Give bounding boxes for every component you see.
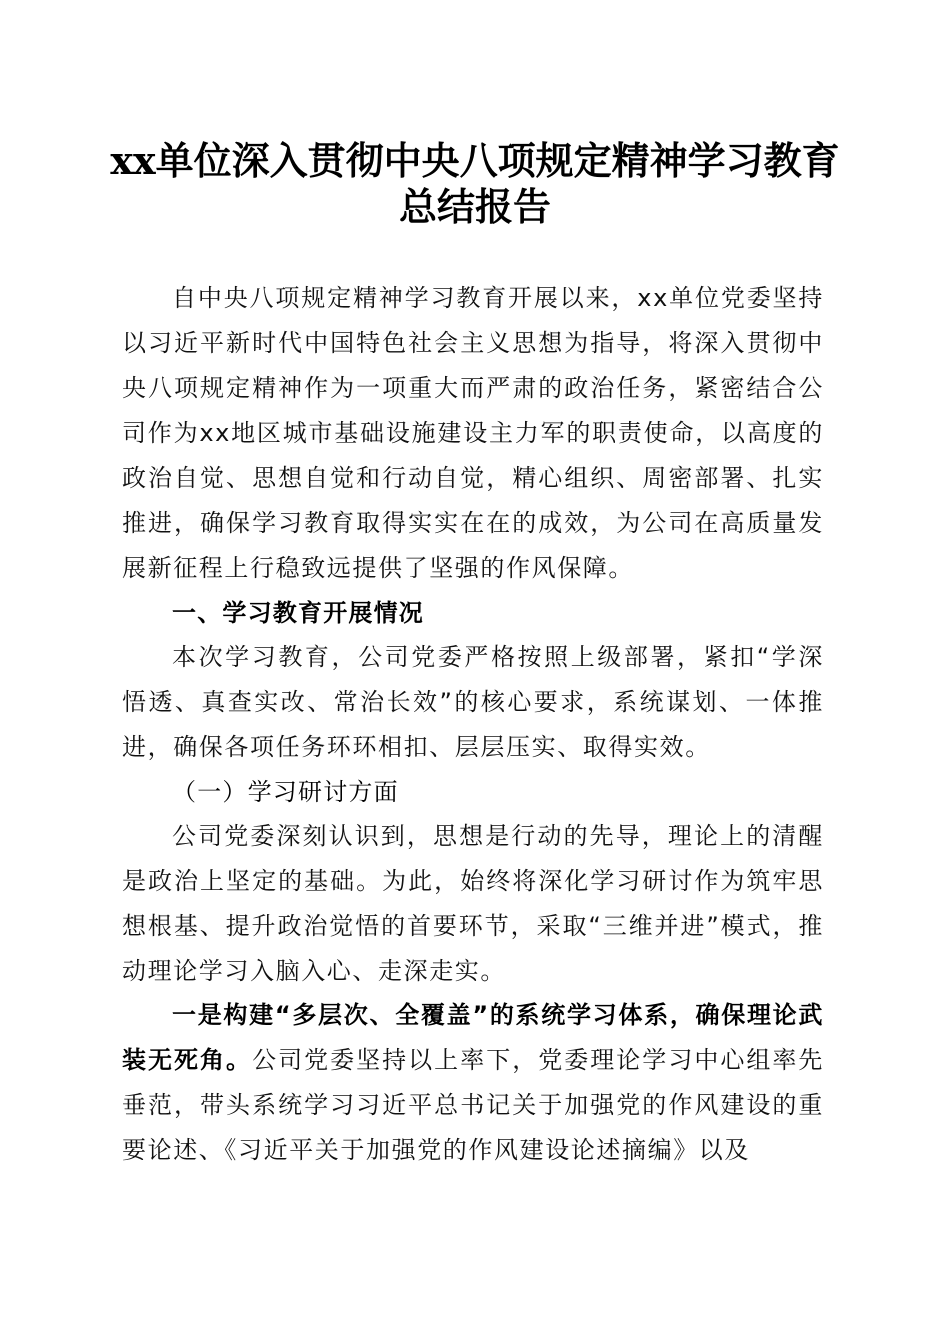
point-1-lead: 一是构建“多层次、全覆盖”的系统学习体系，确保理论武装无死角。 (122, 1001, 824, 1074)
section-1-paragraph: 本次学习教育，公司党委严格按照上级部署，紧扣“学深悟透、真查实改、常治长效”的核心要求，系统谋划、一体推进，确保各项任务环环相扣、层层压实、取得实效。 (122, 643, 824, 761)
document-title-line-1: xx单位深入贯彻中央八项规定精神学习教育 (110, 138, 840, 183)
intro-paragraph: 自中央八项规定精神学习教育开展以来，xx单位党委坚持以习近平新时代中国特色社会主义思想为指导，将深入贯彻中央八项规定精神作为一项重大而严肃的政治任务，紧密结合公司作为xx地区城市基础设施建设主力军的职责使命，以高度的政治自觉、思想自觉和行动自觉，精心组织、周密部署、扎实推进，确保学习教育取得实实在在的成效，为公司在高质量发展新征程上行稳致远提供了坚强的作风保障。 (122, 284, 824, 582)
point-1-body: 公司党委坚持以上率下，党委理论学习中心组率先垂范，带头系统学习习近平总书记关于加强党的作风建设的重要论述、《习近平关于加强党的作风建设论述摘编》以及 (122, 1046, 824, 1164)
document-title-line-2: 总结报告 (398, 184, 551, 229)
subsection-1-paragraph: 公司党委深刻认识到，思想是行动的先导，理论上的清醒是政治上坚定的基础。为此，始终将深化学习研讨作为筑牢思想根基、提升政治觉悟的首要环节，采取“三维并进”模式，推动理论学习入脑入心、走深走实。 (122, 822, 824, 985)
section-1-heading: 一、学习教育开展情况 (172, 599, 424, 627)
point-1-paragraph (122, 993, 824, 1173)
subsection-1-heading: （一）学习研讨方面 (172, 778, 399, 806)
